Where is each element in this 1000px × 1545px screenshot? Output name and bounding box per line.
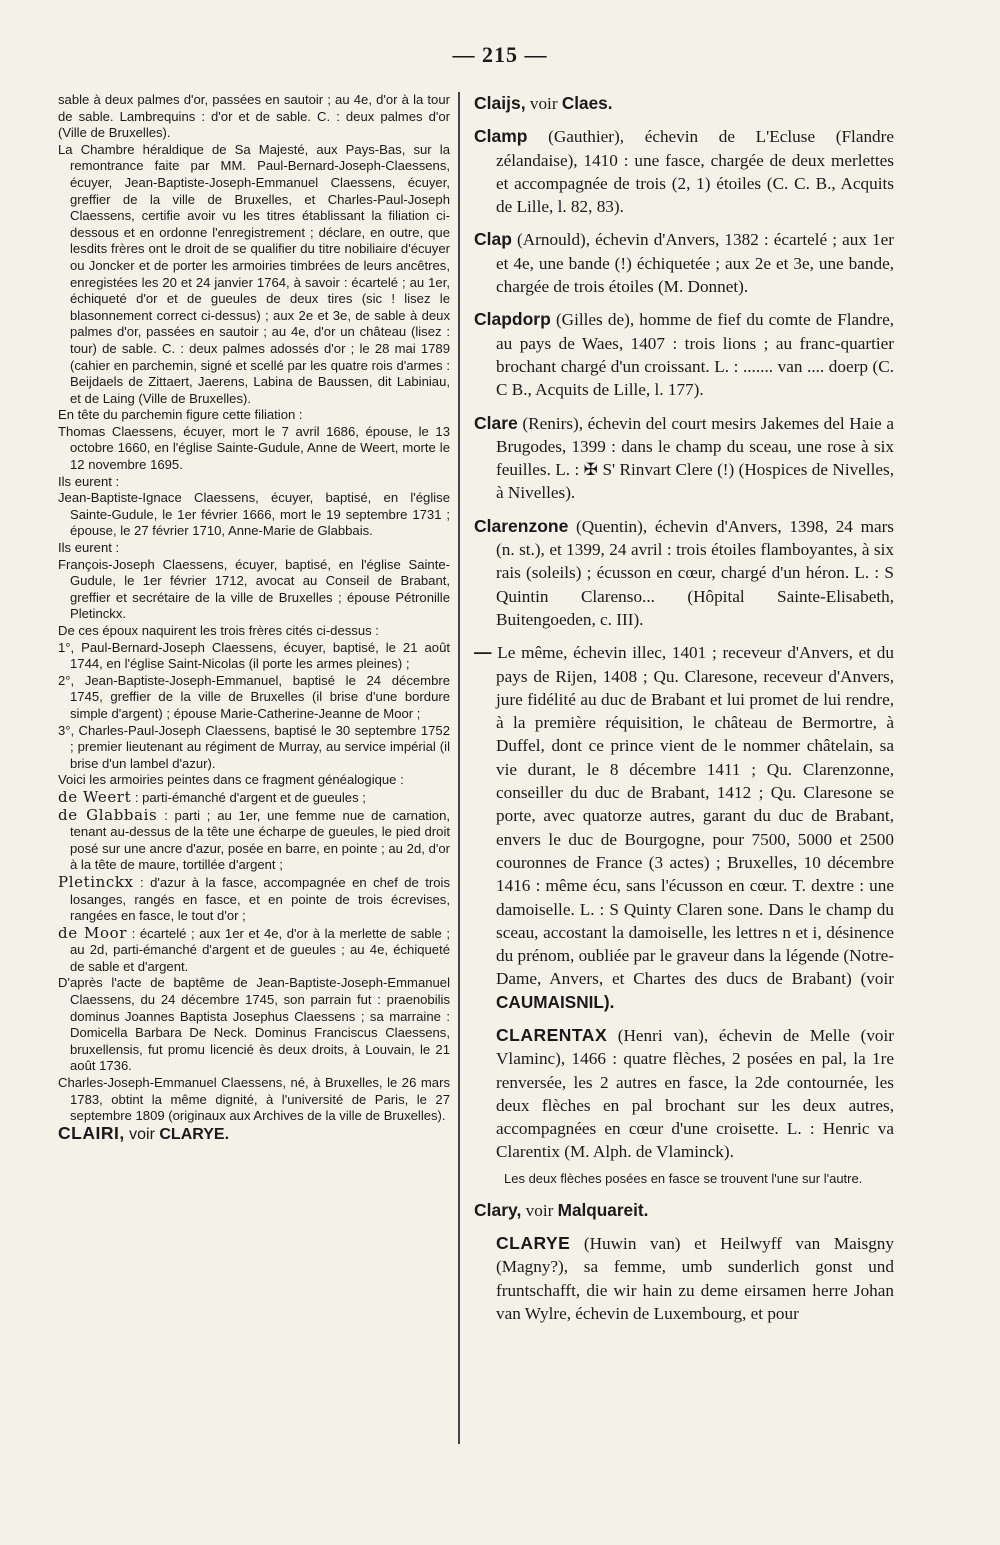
- entry-body: (Henri van), échevin de Melle (voir Vlaminc), 1466 : quatre flèches, 2 posées en pal, la 1re renversée, les 2 autres en fasce, la 2de contournée, les deux flèches en pal brochant sur les deux autres, accompagnées en cœur d'une croisette. L. : Henric va Clarentix (M. Alph. de Vlaminck).: [496, 1025, 894, 1162]
- entry-headword: Clamp: [474, 126, 528, 147]
- entry-body: (Quentin), échevin d'Anvers, 1398, 24 mars (n. st.), et 1399, 24 avril : trois étoiles flamboyantes, à six rais (soleils) ; écusson en cœur, chargé d'un héron. L. : S Quintin Clarenso... (Hôpital Sainte-Elisabeth, Buitengoeden, c. III).: [496, 516, 894, 629]
- left-paragraph: sable à deux palmes d'or, passées en sautoir ; au 4e, d'or à la tour de sable. Lambrequins : d'or et de sable. C. : deux palmes d'or (Ville de Bruxelles).: [58, 92, 450, 141]
- left-paragraph: Ils eurent :: [58, 540, 120, 556]
- left-paragraph: François-Joseph Claessens, écuyer, baptisé, en l'église Sainte-Gudule, le 1er février 1712, avocat au Conseil de Brabant, greffier et secrétaire de la ville de Bruxelles ; épouse Pétronille Pletinckx.: [58, 556, 450, 622]
- arms-entry: [58, 874, 450, 925]
- arms-name: de Weert: [58, 787, 132, 806]
- entry-body: (Renirs), échevin del court mesirs Jakemes del Haie a Brugodes, 1399 : dans le champ du sceau, une rose à six feuilles. L. : ✠ S' Rinvart Clere (!) (Hospices de Nivelles, à Nivelles).: [496, 413, 894, 503]
- page-number: — 215 —: [452, 42, 548, 67]
- cross-reference-link[interactable]: CAUMAISNIL).: [496, 991, 615, 1012]
- arms-entry: [58, 807, 450, 874]
- entry-headword: CLARYE: [496, 1233, 571, 1254]
- left-paragraph: En tête du parchemin figure cette filiation :: [58, 407, 303, 423]
- arms-text: : écartelé ; aux 1er et 4e, d'or à la merlette de sable ; au 2d, parti-émanché d'argent et de gueules ; au 4e, échiqueté de sable et d'argent.: [70, 925, 450, 974]
- arms-entry: [58, 925, 450, 976]
- footnote: Les deux flèches posées en fasce se trouvent l'une sur l'autre.: [504, 1170, 863, 1186]
- dictionary-entry: [474, 1232, 894, 1325]
- arms-name: de Glabbais: [58, 805, 158, 824]
- left-paragraph: Thomas Claessens, écuyer, mort le 7 avril 1686, épouse, le 13 octobre 1660, en l'église Sainte-Gudule, Anne de Weert, morte le 12 novembre 1695.: [58, 423, 450, 473]
- entry-headword: Clare: [474, 412, 518, 433]
- dictionary-entry: [474, 308, 894, 401]
- dictionary-entry: [474, 125, 894, 218]
- entry-headword: CLARENTAX: [496, 1024, 608, 1045]
- entry-headword: Clapdorp: [474, 309, 551, 330]
- entry-body: voir: [525, 94, 562, 113]
- arms-name: Pletinckx: [58, 872, 134, 891]
- left-paragraph: La Chambre héraldique de Sa Majesté, aux Pays-Bas, sur la remontrance faite par MM. Paul-Bernard-Joseph-Claessens, écuyer, Jean-Baptiste-Joseph-Emmanuel Claessens, écuyer, greffier de la ville de Bruxelles, et Charles-Paul-Joseph Claessens, certifie avoir vu les titres établissant la filiation ci-dessous et en ordonne l'enregistrement ; déclare, en outre, que lesdits frères ont le droit de se qualifier du titre nobiliaire d'écuyer ou Joncker et de porter les armoiries timbrées de leurs ancêtres, enregistées les 20 et 24 janvier 1764, à savoir : écartelé ; au 1er, échiqueté d'or et de gueules de deux tires (sic ! lisez le blasonnement correct ci-dessus) ; aux 2e et 3e, de sable à deux palmes d'or, passées en sautoir ; au 4e, d'or un château (lisez : tour) de sable. C. : deux palmes adossés d'or ; le 28 mai 1789 (cahier en parchemin, signé et scellé par les quatre rois d'armes : Beijdaels de Zittaert, Jaerens, Labina de Baussen, dit Labiniau, et de Laing (Ville de Bruxelles).: [58, 141, 450, 406]
- entry-body: (Arnould), échevin d'Anvers, 1382 : écartelé ; aux 1er et 4e, une bande (!) échiquetée ; aux 2e et 3e, une bande, chargée de trois étoiles (M. Donnet).: [496, 230, 894, 297]
- left-paragraph: 3°, Charles-Paul-Joseph Claessens, baptisé le 30 septembre 1752 ; premier lieutenant au régiment de Murray, au service impérial (il brise d'un lambel d'azur).: [58, 722, 450, 771]
- dictionary-entry: [474, 92, 894, 115]
- entry-body: (Gilles de), homme de fief du comte de Flandre, au pays de Waes, 1407 : trois lions ; au franc-quartier brochant chargé d'un croissant. L. : ....... van .... doerp (C. C B., Acquits de Lille, l. 177).: [496, 310, 894, 400]
- left-paragraph: Jean-Baptiste-Ignace Claessens, écuyer, baptisé, en l'église Sainte-Gudule, le 1er février 1666, mort le 19 septembre 1731 ; épouse, le 27 février 1710, Anne-Marie de Glabbais.: [58, 490, 450, 539]
- arms-text: : parti ; au 1er, une femme nue de carnation, tenant au-dessus de la tête une écharpe de gueules, le pied droit posé sur une ancre d'azur, posée en barre, en pointe ; au 2d, d'or à la tête de maure, tortillée d'argent ;: [70, 807, 451, 873]
- dictionary-entry: [474, 228, 894, 298]
- left-column: [58, 92, 450, 1143]
- entry-headword: Claijs,: [474, 93, 526, 113]
- entry-headword: —: [474, 642, 492, 663]
- left-paragraph: Voici les armoiries peintes dans ce fragment généalogique :: [58, 772, 404, 788]
- arms-text: : d'azur à la fasce, accompagnée en chef de trois losanges, rangés en fasce, et en pointe de trois écrevises, rangées en fasce, le tout d'or ;: [70, 874, 450, 924]
- entry-voir: voir: [521, 1200, 558, 1220]
- right-column: [474, 92, 894, 1335]
- left-paragraph: De ces époux naquirent les trois frères cités ci-dessus :: [58, 623, 379, 638]
- dictionary-entry: [474, 1199, 894, 1222]
- dictionary-entry: [474, 515, 894, 631]
- left-paragraph: 1°, Paul-Bernard-Joseph Claessens, écuyer, baptisé, le 21 août 1744, en l'église Saint-Nicolas (il porte les armes pleines) ;: [58, 639, 450, 672]
- arms-name: de Moor: [58, 923, 127, 942]
- entry-body: Le même, échevin illec, 1401 ; receveur d'Anvers, et du pays de Rijen, 1408 ; Qu. Claresone, receveur d'Anvers, jure fidélité au duc de Brabant et lui promet de lui rendre, à la première réquisition, le château de Bermortre, à Duffel, dont ce prince vient de le nommer châtelain, sa vie durant, le 8 décembre 1411 ; Qu. Clarenzonne, conseiller du duc de Brabant, 1412 ; Qu. Claresone se porte, avec quatorze autres, garant du duc de Brabant, envers le duc de Bourgogne, pour 7500, 5000 et 2500 couronnes de France (3 actes) ; Bruxelles, 10 décembre 1416 : même écu, sans l'écusson en cœur. T. dextre : une damoiselle. L. : S Quinty Claren sone. Dans le champ du sceau, accostant la damoiselle, les lettres n et i, désinence du prénom, oubliée par le graveur dans la légende (Notre-Dame, Anvers, et Chartes des ducs de Brabant) (voir: [491, 643, 895, 989]
- entry-headword: Clarenzone: [474, 515, 569, 536]
- dictionary-entry: [474, 1024, 894, 1164]
- dictionary-entry: [474, 641, 894, 1014]
- left-paragraph: 2°, Jean-Baptiste-Joseph-Emmanuel, baptisé le 24 décembre 1745, greffier de la ville de Bruxelles (il brise d'une bordure simple d'argent) ; épouse Marie-Catherine-Jeanne de Moor ;: [58, 672, 450, 721]
- entry-body: (Gauthier), échevin de L'Ecluse (Flandre zélandaise), 1410 : une fasce, chargée de deux merlettes et accompagnée de trois (2, 1) étoiles (C. C. B., Acquits de Lille, l. 82, 83).: [496, 127, 894, 217]
- cross-reference-link[interactable]: Malquareit.: [557, 1199, 649, 1220]
- left-paragraph: Charles-Joseph-Emmanuel Claessens, né, à Bruxelles, le 26 mars 1783, obtint la même dignité, à l'université de Paris, le 27 septembre 1809 (originaux aux Archives de la ville de Bruxelles).: [58, 1075, 450, 1124]
- entry-body: (Huwin van) et Heilwyff van Maisgny (Magny?), sa femme, umb sunderlich gonst und fruntschafft, die wir hain zu deme eirsamen herre Johan van Wylre, échevin de Luxembourg, et pour: [496, 1234, 894, 1323]
- entry-voir: voir: [124, 1125, 160, 1143]
- entry-headword: Clap: [474, 229, 512, 250]
- arms-entry: [58, 789, 450, 807]
- cross-reference-link[interactable]: Claes.: [561, 93, 613, 113]
- entry-headword: Clary,: [474, 1199, 522, 1220]
- dictionary-entry: [474, 412, 894, 505]
- entry-headword: CLAIRI,: [58, 1122, 125, 1143]
- left-paragraph: D'après l'acte de baptême de Jean-Baptiste-Joseph-Emmanuel Claessens, du 24 décembre 1745, son parrain fut : praenobilis dominus Joannes Baptista Josephus Claessens ; sa marraine : Domicella Barbara De Neck. Dominus Franciscus Claessens, bruxellensis, fut promu licencié ès deux droits, à Louvain, le 21 août 1736.: [58, 975, 450, 1074]
- entry-clairi: [58, 1122, 450, 1144]
- arms-text: : parti-émanché d'argent et de gueules ;: [131, 789, 366, 805]
- left-paragraph: Ils eurent :: [58, 473, 120, 489]
- cross-reference-link[interactable]: CLARYE.: [159, 1125, 230, 1143]
- column-divider: [458, 92, 460, 1444]
